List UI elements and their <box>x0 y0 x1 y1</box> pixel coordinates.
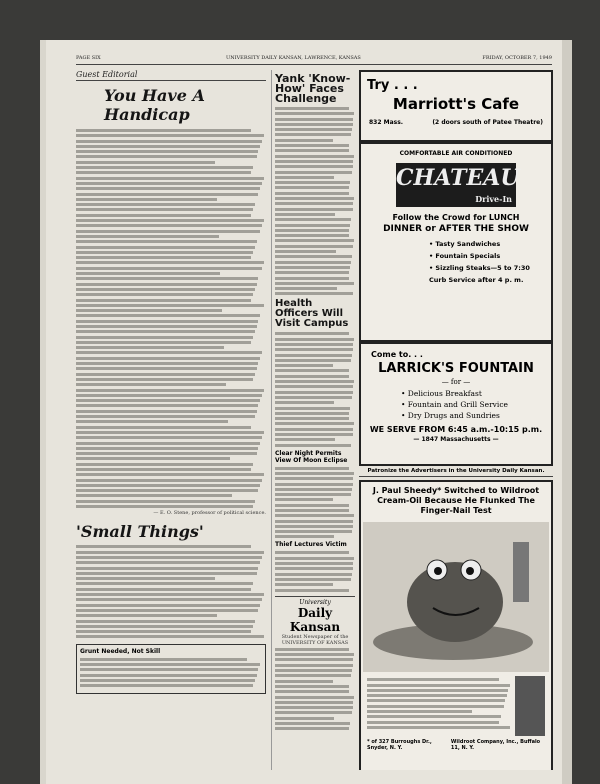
text-line <box>367 721 499 724</box>
grunt-needed-box <box>76 644 266 693</box>
text-line <box>275 118 353 121</box>
chateau-logo <box>396 163 520 207</box>
chateau-name: CHATEAU <box>396 165 520 191</box>
text-line <box>275 438 335 441</box>
text-line <box>76 256 251 259</box>
text-line <box>76 214 251 217</box>
chateau-item: • Fountain Specials <box>429 252 501 260</box>
text-line <box>76 415 255 418</box>
frog-illustration <box>363 522 549 672</box>
text-line <box>275 589 349 592</box>
text-line <box>275 520 353 523</box>
grunt-needed-title: Grunt Needed, Not Skill <box>80 648 161 656</box>
text-line <box>275 359 351 362</box>
text-line <box>275 493 351 496</box>
text-line <box>275 488 352 491</box>
text-line <box>76 235 219 238</box>
text-line <box>76 267 262 270</box>
text-line <box>76 288 255 291</box>
text-line <box>275 292 353 295</box>
chateau-item: • Sizzling Steaks—5 to 7:30 <box>429 264 530 272</box>
wildroot-body <box>367 676 511 736</box>
text-line <box>275 509 349 512</box>
text-line <box>76 378 253 381</box>
text-line <box>275 669 352 672</box>
text-line <box>367 694 507 697</box>
text-line <box>76 293 253 296</box>
text-line <box>76 431 264 434</box>
editorial-title: You Have A Handicap <box>104 86 205 124</box>
text-line <box>275 271 349 274</box>
text-line <box>76 230 260 233</box>
text-line <box>76 399 260 402</box>
masthead <box>275 596 355 646</box>
text-line <box>275 472 354 475</box>
text-line <box>275 557 354 560</box>
text-line <box>275 706 353 709</box>
text-line <box>76 447 258 450</box>
text-line <box>275 690 349 693</box>
frog-body <box>407 562 503 642</box>
text-line <box>275 433 353 436</box>
text-line <box>76 426 251 429</box>
text-line <box>76 500 255 503</box>
chateau-comfort: COMFORTABLE AIR CONDITIONED <box>399 150 513 157</box>
text-line <box>76 351 262 354</box>
small-things-title: 'Small Things' <box>76 522 204 542</box>
editorial-column <box>76 70 266 760</box>
text-line <box>275 282 354 285</box>
yank-body <box>275 107 355 295</box>
text-line <box>275 343 353 346</box>
text-line <box>275 551 349 554</box>
marriott-name: Marriott's Cafe <box>392 95 520 113</box>
text-line <box>76 219 264 222</box>
text-line <box>76 150 258 153</box>
text-line <box>275 186 349 189</box>
text-line <box>367 684 510 687</box>
text-line <box>367 710 472 713</box>
text-line <box>275 525 353 528</box>
text-line <box>76 277 258 280</box>
text-line <box>367 705 504 708</box>
text-line <box>367 678 499 681</box>
issue-date: FRIDAY, OCTOBER 7, 1949 <box>482 55 552 61</box>
thief-body <box>275 551 355 591</box>
text-line <box>76 129 251 132</box>
text-line <box>76 166 253 169</box>
thief-title: Thief Lectures Victim <box>275 541 347 549</box>
text-line <box>275 348 353 351</box>
text-line <box>275 364 333 367</box>
text-line <box>275 717 334 720</box>
tonic-bottle <box>513 542 529 602</box>
grunt-needed-body <box>80 658 262 687</box>
text-line <box>76 463 253 466</box>
page-header <box>76 54 552 65</box>
text-line <box>76 567 258 570</box>
text-line <box>76 572 257 575</box>
wildroot-headline: J. Paul Sheedy* Switched to Wildroot Cream-Oil Because He Flunked The Finger-Nail Test <box>372 486 540 515</box>
text-line <box>80 663 260 666</box>
text-line <box>76 140 262 143</box>
masthead-staff-list <box>275 648 355 730</box>
text-line <box>275 192 349 195</box>
text-line <box>367 726 510 729</box>
text-line <box>76 604 260 607</box>
text-line <box>76 193 258 196</box>
text-line <box>275 685 349 688</box>
text-line <box>275 354 352 357</box>
text-line <box>275 504 349 507</box>
text-line <box>275 514 354 517</box>
text-line <box>275 181 350 184</box>
text-line <box>76 625 253 628</box>
text-line <box>275 674 351 677</box>
text-line <box>275 696 354 699</box>
text-line <box>76 367 257 370</box>
text-line <box>76 479 262 482</box>
text-line <box>76 208 253 211</box>
text-line <box>76 588 251 591</box>
text-line <box>275 401 334 404</box>
text-line <box>76 171 251 174</box>
text-line <box>76 410 257 413</box>
larrick-item: • Fountain and Grill Service <box>401 400 508 409</box>
text-line <box>275 139 333 142</box>
ads-column <box>359 70 555 770</box>
larrick-item: • Dry Drugs and Sundries <box>401 411 500 420</box>
text-line <box>76 620 255 623</box>
wildroot-ad <box>359 480 553 770</box>
text-line <box>76 283 257 286</box>
text-line <box>76 473 264 476</box>
editorial-body-text <box>76 129 266 508</box>
text-line <box>275 385 353 388</box>
paper-name: UNIVERSITY DAILY KANSAN, LAWRENCE, KANSAS <box>226 55 361 61</box>
text-line <box>76 383 226 386</box>
text-line <box>275 112 354 115</box>
masthead-name: Daily Kansan <box>289 605 341 634</box>
text-line <box>275 332 349 335</box>
health-body <box>275 332 355 446</box>
text-line <box>76 325 257 328</box>
marriott-ad <box>359 70 553 142</box>
text-line <box>76 442 260 445</box>
larrick-come: Come to. . . <box>371 350 423 359</box>
text-line <box>367 689 508 692</box>
text-line <box>76 452 257 455</box>
text-line <box>80 658 247 661</box>
text-line <box>275 535 334 538</box>
text-line <box>76 182 262 185</box>
chateau-item: Curb Service after 4 p. m. <box>429 276 524 284</box>
text-line <box>275 133 351 136</box>
text-line <box>76 494 232 497</box>
larrick-item: • Delicious Breakfast <box>401 389 482 398</box>
text-line <box>76 420 228 423</box>
page-number: PAGE SIX <box>76 55 101 61</box>
frog-pupil-left <box>434 567 442 575</box>
larrick-address: — 1847 Massachusetts — <box>413 436 499 443</box>
text-line <box>275 467 349 470</box>
text-line <box>275 202 353 205</box>
newspaper-page <box>46 40 562 784</box>
text-line <box>275 583 333 586</box>
text-line <box>76 304 264 307</box>
text-line <box>275 229 349 232</box>
text-line <box>80 679 255 682</box>
text-line <box>76 436 262 439</box>
text-line <box>275 653 354 656</box>
text-line <box>275 417 349 420</box>
text-line <box>275 658 353 661</box>
larrick-hours: WE SERVE FROM 6:45 a.m.-10:15 p.m. <box>369 425 543 434</box>
text-line <box>76 346 224 349</box>
text-line <box>76 203 255 206</box>
editorial-byline: — E. O. Stene, professor of political science. <box>153 510 266 517</box>
text-line <box>76 556 262 559</box>
text-line <box>76 489 258 492</box>
text-line <box>275 197 354 200</box>
text-line <box>76 609 258 612</box>
text-line <box>275 338 354 341</box>
text-line <box>76 240 257 243</box>
text-line <box>275 369 349 372</box>
text-line <box>76 457 230 460</box>
health-officers-title: Health Officers Will Visit Campus <box>275 298 349 330</box>
news-column <box>271 70 355 770</box>
text-line <box>275 422 354 425</box>
wildroot-footer-left: * of 327 Burroughs Dr., Snyder, N. Y. <box>367 739 432 751</box>
text-line <box>76 545 251 548</box>
patronize-note: Patronize the Advertisers in the University Daily Kansan. <box>359 468 553 477</box>
text-line <box>76 246 255 249</box>
text-line <box>76 272 220 275</box>
text-line <box>275 239 354 242</box>
text-line <box>80 668 258 671</box>
text-line <box>275 176 334 179</box>
text-line <box>275 498 333 501</box>
text-line <box>275 562 353 565</box>
text-line <box>76 593 264 596</box>
text-line <box>76 577 215 580</box>
frog-pupil-right <box>466 567 474 575</box>
text-line <box>76 299 251 302</box>
text-line <box>275 165 353 168</box>
text-line <box>76 187 260 190</box>
larrick-name: LARRICK'S FOUNTAIN <box>378 361 534 376</box>
text-line <box>76 404 258 407</box>
text-line <box>275 375 349 378</box>
text-line <box>275 224 350 227</box>
masthead-sub: Student Newspaper of the UNIVERSITY OF KANSAS <box>281 633 349 646</box>
text-line <box>367 715 501 718</box>
marriott-note: (2 doors south of Patee Theatre) <box>432 119 543 126</box>
text-line <box>76 224 262 227</box>
text-line <box>275 144 349 147</box>
text-line <box>76 394 262 397</box>
text-line <box>76 330 255 333</box>
text-line <box>275 567 353 570</box>
text-line <box>275 128 352 131</box>
marriott-try: Try . . . <box>367 78 418 93</box>
wildroot-bottle <box>515 676 545 736</box>
text-line <box>76 177 264 180</box>
text-line <box>275 234 349 237</box>
text-line <box>275 412 349 415</box>
text-line <box>76 362 258 365</box>
text-line <box>275 250 336 253</box>
text-line <box>76 582 253 585</box>
text-line <box>76 161 215 164</box>
text-line <box>80 674 257 677</box>
small-things-body <box>76 545 266 638</box>
text-line <box>76 336 253 339</box>
text-line <box>80 684 253 687</box>
text-line <box>275 407 350 410</box>
text-line <box>76 198 217 201</box>
text-line <box>275 218 351 221</box>
text-line <box>275 255 352 258</box>
text-line <box>76 614 217 617</box>
text-line <box>76 468 251 471</box>
text-line <box>275 530 352 533</box>
chateau-drive-in: Drive-In <box>475 194 512 204</box>
text-line <box>76 341 251 344</box>
text-line <box>275 123 353 126</box>
text-line <box>76 145 260 148</box>
larrick-for: — for — <box>441 378 471 386</box>
text-line <box>76 314 260 317</box>
text-line <box>367 699 505 702</box>
wildroot-footer-right: Wildroot Company, Inc., Buffalo 11, N. Y. <box>450 739 541 751</box>
text-line <box>275 483 353 486</box>
text-line <box>76 551 264 554</box>
text-line <box>275 160 353 163</box>
text-line <box>76 561 260 564</box>
text-line <box>275 711 352 714</box>
text-line <box>76 155 257 158</box>
text-line <box>76 251 253 254</box>
text-line <box>76 635 264 638</box>
text-line <box>76 598 262 601</box>
text-line <box>275 722 350 725</box>
chateau-ad <box>359 142 553 342</box>
clear-night-title: Clear Night Permits View Of Moon Eclipse <box>275 449 348 464</box>
yank-know-how-title: Yank 'Know-How' Faces Challenge <box>275 72 351 105</box>
chateau-dinner: DINNER or AFTER THE SHOW <box>383 224 529 234</box>
text-line <box>76 261 264 264</box>
text-line <box>275 444 351 447</box>
text-line <box>275 149 349 152</box>
marriott-address: 832 Mass. <box>369 119 404 126</box>
text-line <box>76 309 222 312</box>
text-line <box>76 134 264 137</box>
text-line <box>275 287 337 290</box>
text-line <box>275 208 353 211</box>
text-line <box>76 505 253 508</box>
text-line <box>76 484 260 487</box>
text-line <box>275 428 353 431</box>
masthead-top: University <box>299 598 331 606</box>
guest-editorial-kicker: Guest Editorial <box>76 70 266 81</box>
text-line <box>275 578 351 581</box>
chateau-follow: Follow the Crowd for LUNCH <box>392 213 520 222</box>
text-line <box>275 727 349 730</box>
text-line <box>275 664 353 667</box>
text-line <box>275 171 352 174</box>
text-line <box>275 396 352 399</box>
text-line <box>275 477 353 480</box>
text-line <box>275 701 353 704</box>
text-line <box>275 573 352 576</box>
text-line <box>76 373 255 376</box>
text-line <box>76 630 251 633</box>
text-line <box>275 277 349 280</box>
larrick-ad <box>359 342 553 466</box>
text-line <box>275 107 349 110</box>
text-line <box>275 245 353 248</box>
text-line <box>76 357 260 360</box>
clear-night-body <box>275 467 355 539</box>
text-line <box>275 380 354 383</box>
text-line <box>76 389 264 392</box>
text-line <box>275 266 350 269</box>
text-line <box>275 391 353 394</box>
chateau-item: • Tasty Sandwiches <box>429 240 501 248</box>
text-line <box>275 213 335 216</box>
text-line <box>275 680 333 683</box>
text-line <box>76 320 258 323</box>
text-line <box>275 261 351 264</box>
text-line <box>275 155 354 158</box>
text-line <box>275 648 349 651</box>
